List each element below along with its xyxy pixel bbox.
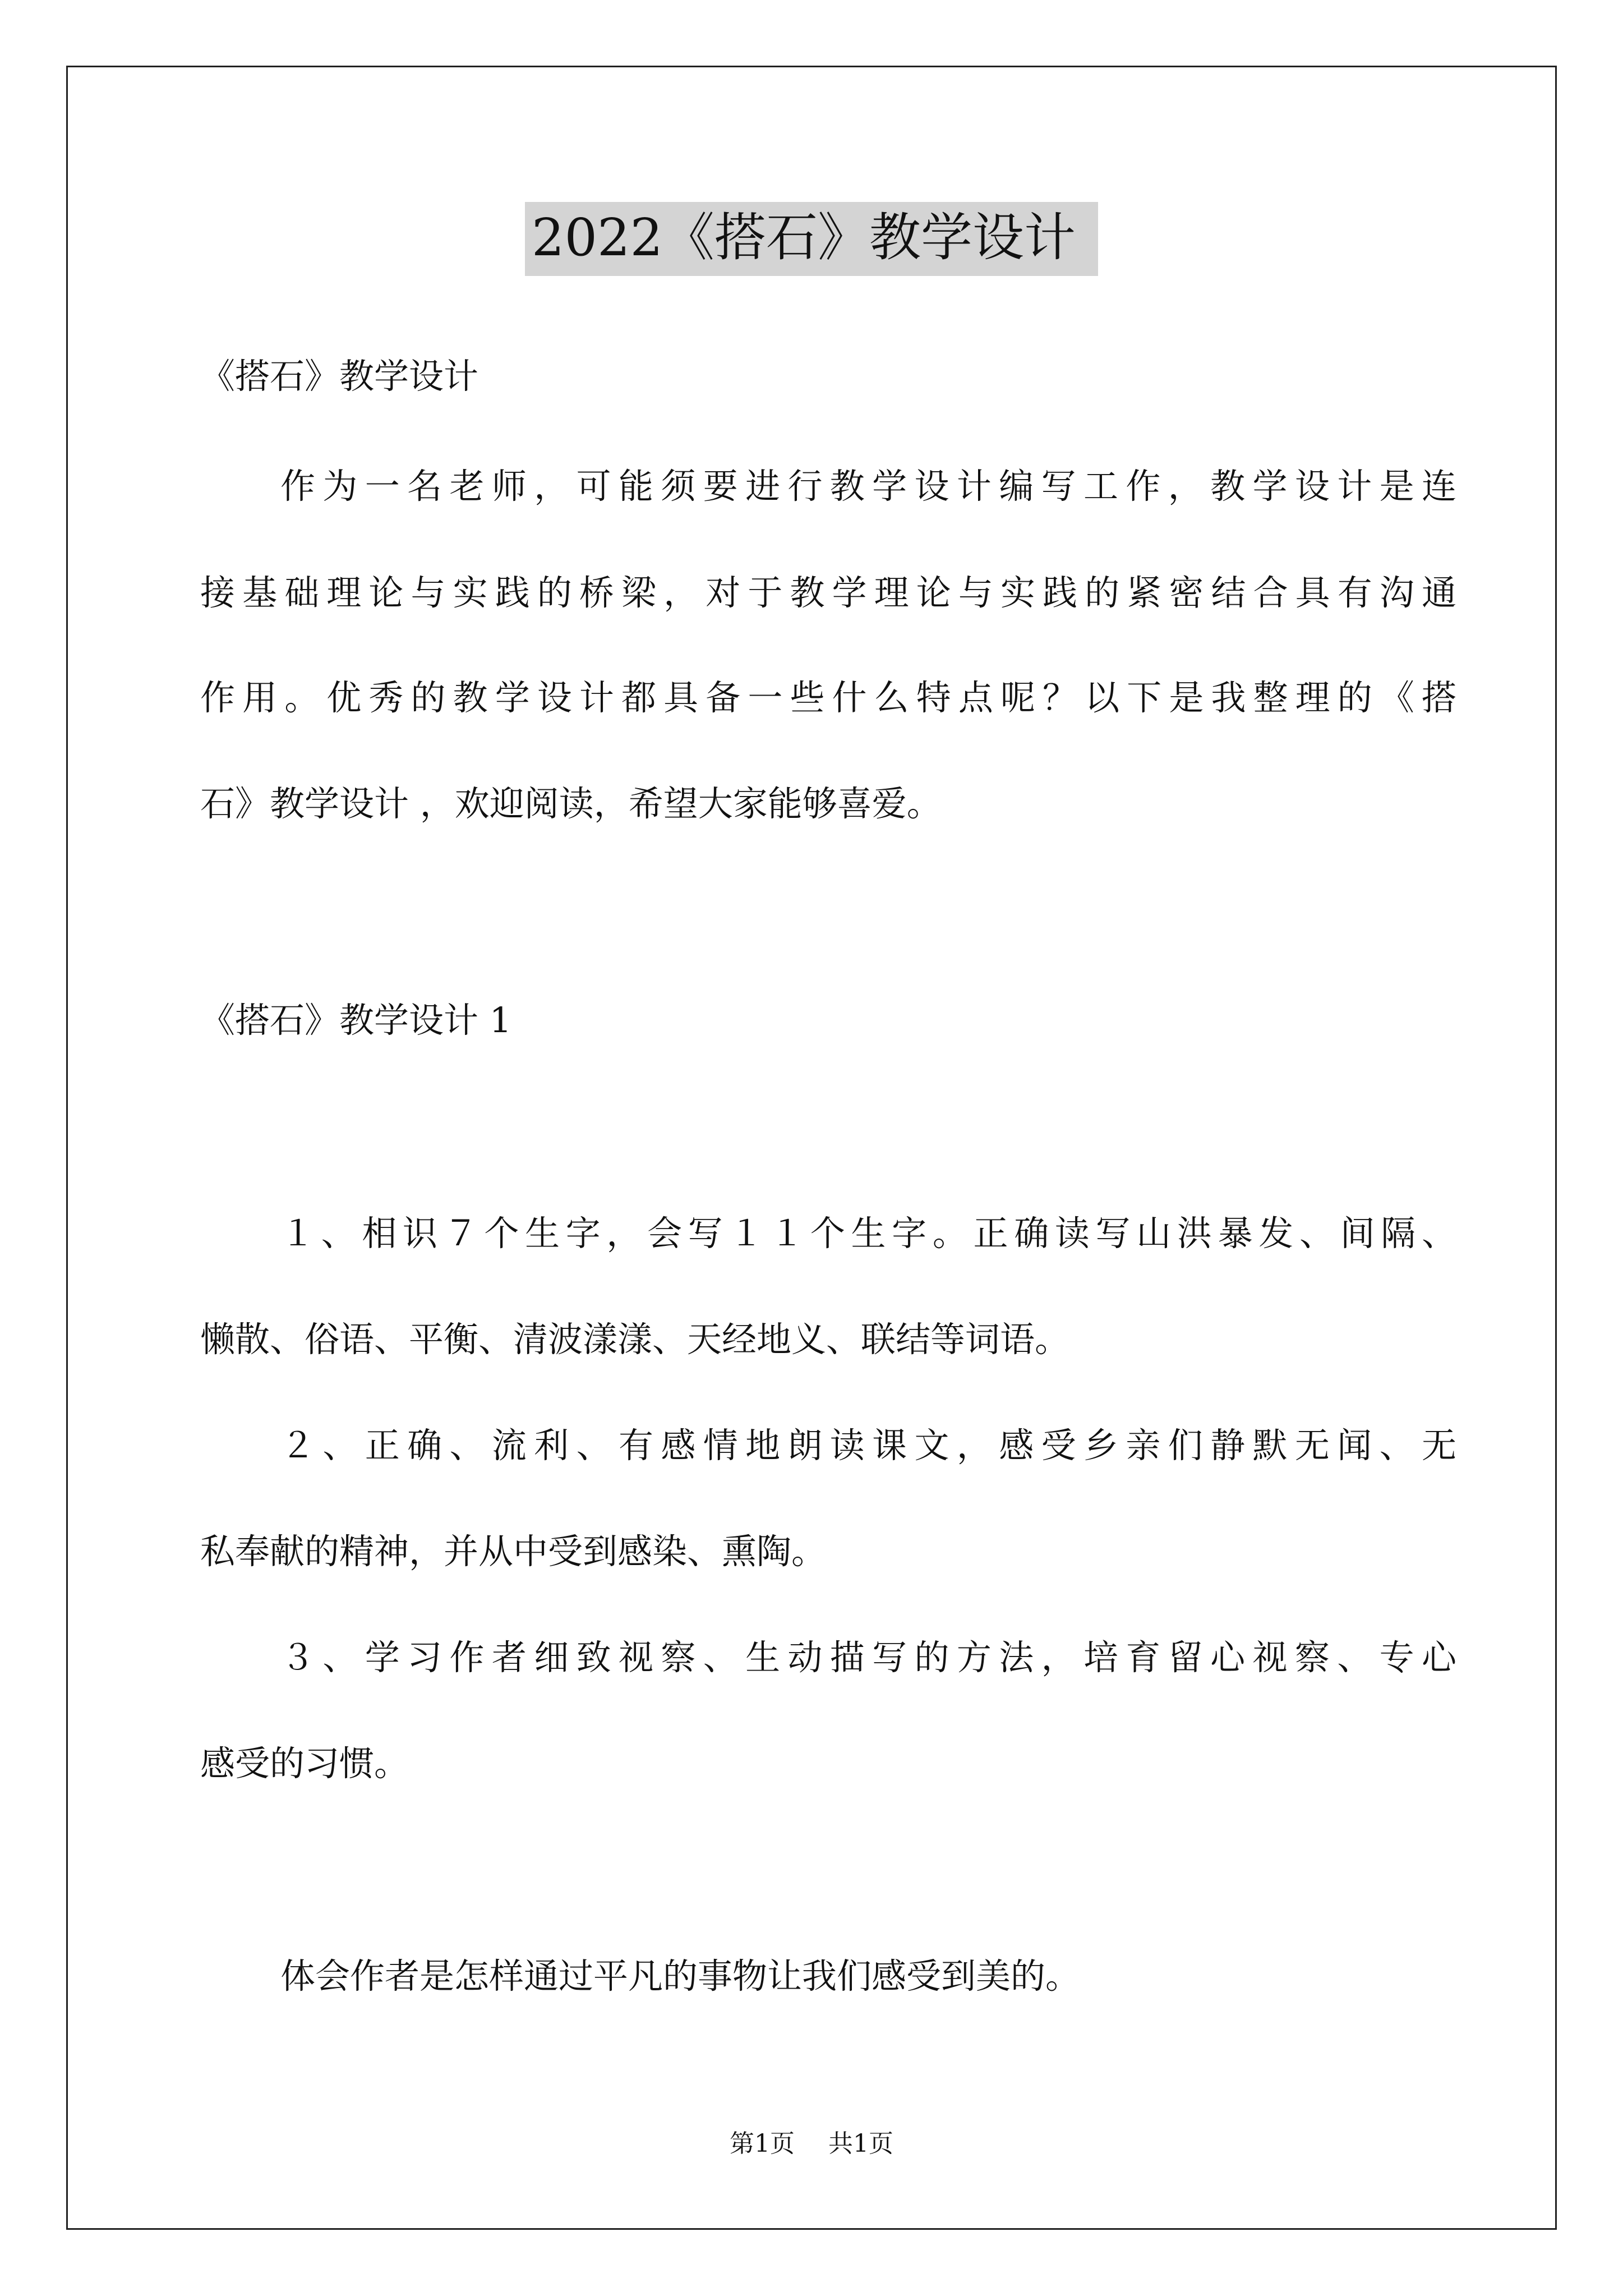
objective-2-line-2: 私奉献的精神，并从中受到感染、熏陶。 xyxy=(200,1531,827,1572)
objective-2-line-1: ２、正确、流利、有感情地朗读课文，感受乡亲们静默无闻、无 xyxy=(280,1425,1456,1466)
objective-3-line-1: ３、学习作者细致视察、生动描写的方法，培育留心视察、专心 xyxy=(280,1637,1456,1678)
document-title-text: 2022《搭石》教学设计 xyxy=(525,202,1098,276)
intro-line-1: 作为一名老师，可能须要进行教学设计编写工作，教学设计是连 xyxy=(280,466,1456,507)
section-heading: 《搭石》教学设计 1 xyxy=(200,1000,512,1041)
document-subtitle: 《搭石》教学设计 xyxy=(200,356,479,397)
intro-line-4: 石》教学设计 ，欢迎阅读，希望大家能够喜爱。 xyxy=(200,783,942,824)
objective-3-line-2: 感受的习惯。 xyxy=(200,1743,409,1784)
document-title xyxy=(0,202,1623,276)
objective-1-line-2: 懒散、俗语、平衡、清波漾漾、天经地义、联结等词语。 xyxy=(200,1319,1070,1360)
intro-line-2: 接基础理论与实践的桥梁，对于教学理论与实践的紧密结合具有沟通 xyxy=(200,572,1456,613)
page-total: 共1页 xyxy=(828,2129,893,2158)
objective-1-line-1: １、相识７个生字，会写１１个生字。正确读写山洪暴发、间隔、 xyxy=(280,1213,1456,1254)
intro-line-3: 作用。优秀的教学设计都具备一些什么特点呢？以下是我整理的《搭 xyxy=(200,677,1456,718)
page-current: 第1页 xyxy=(730,2129,795,2158)
key-point: 体会作者是怎样通过平凡的事物让我们感受到美的。 xyxy=(280,1955,1081,1996)
page-footer xyxy=(0,2129,1623,2158)
